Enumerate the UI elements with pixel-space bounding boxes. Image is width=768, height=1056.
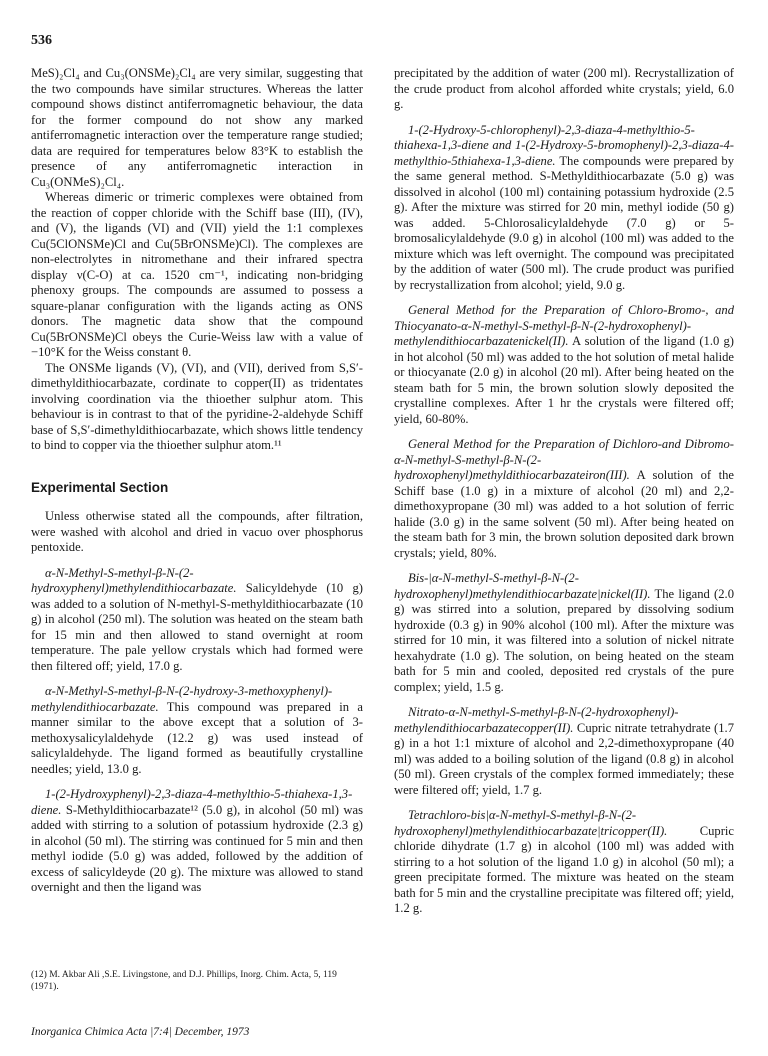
paragraph: MeS)₂Cl₄ and Cu₃(ONSMe)₂Cl₄ are very similar, suggesting that the two compounds have similar structures. Whereas the latter compound shows distinct antiferromagnetic behaviour, the data for the former compound do not show any marked antiferromagnetic interaction over the temperature range studied; data are required for temperatures below 83°K to establish the presence of any antiferromagnetic interaction in Cu₃(ONMeS)₂Cl₄.: [31, 66, 363, 189]
compound-title: Tetrachloro-bis|α-N-methyl-S-methyl-β-N-(2-hydroxophenyl)methylendithiocarbazate|tricopper(II).: [394, 808, 668, 838]
paragraph: The ONSMe ligands (V), (VI), and (VII), derived from S,S′-dimethyldithiocarbazate, cordinate to copper(II) as tridentates involving coordination via the thioether sulphur atom. This behaviour is in contrast to that of the pyridine-2-aldehyde Schiff base of S,S′-dimethyldithiocarbazate, which shows little tendency to bind to copper via the thioether sulphur atom.¹¹: [31, 360, 363, 452]
section-heading: Experimental Section: [31, 479, 169, 495]
paragraph: Unless otherwise stated all the compounds, after filtration, were washed with alcohol and dried in vacuo over phosphorus pentoxide.: [31, 509, 363, 554]
paragraph-body: A solution of the ligand (1.0 g) in hot alcohol (50 ml) was added to the hot solution of metal halide or thiocyanate (2.0 g) in alcohol (20 ml). After being heated on the steam bath for 5 min, the brown solution slowly deposited the crystalline complexes. After 1 hr the crystals were filtered off; yield, 60-80%.: [394, 334, 734, 426]
compound-title: α-N-Methyl-S-methyl-β-N-(2-hydroxyphenyl)methylendithiocarbazate.: [31, 565, 237, 595]
compound-title: Bis-|α-N-methyl-S-methyl-β-N-(2-hydroxophenyl)methylendithiocarbazate|nickel(II).: [394, 571, 651, 601]
paragraph-body: Cupric chloride dihydrate (1.7 g) in alcohol (100 ml) was added with stirring to a hot solution of the ligand 1.0 g) in alcohol (50 ml); a green precipitate formed. The mixture was heated on the steam bath for 5 min and the crystalline precipitate was filtered off; yield, 1.2 g.: [394, 823, 734, 915]
paragraph-body: Cupric nitrate tetrahydrate (1.7 g) in a hot 1:1 mixture of alcohol and 2,2-dimethoxypropane (40 ml) was added to a boiling solution of the ligand (0.8 g) in alcohol (50 ml). Green crystals of the complex formed immediately; these were filtered off; yield, 1.7 g.: [394, 720, 734, 797]
paragraph: precipitated by the addition of water (200 ml). Recrystallization of the crude product from alcohol afforded white crystals; yield, 6.0 g.: [394, 66, 734, 111]
left-column: [31, 66, 363, 896]
compound-title: Nitrato-α-N-methyl-S-methyl-β-N-(2-hydroxophenyl)-methylendithiocarbazatecopper(II).: [394, 705, 679, 735]
paragraph: [394, 437, 734, 561]
paragraph-body: A solution of the Schiff base (1.0 g) in a mixture of alcohol (20 ml) and 2,2-dimethoxypropane (30 ml) was added to a hot solution of ferric halide (3.0 g) in the same solvent (50 ml). After being heated on the steam bath for 3 min, the brown solution deposited dark brown crystals; yield, 80%.: [394, 468, 734, 560]
paragraph: [394, 571, 734, 695]
paragraph: [31, 787, 363, 896]
paragraph: [394, 808, 734, 917]
paragraph-body: S-Methyldithiocarbazate¹² (5.0 g), in alcohol (50 ml) was added with stirring to a solution of potassium hydroxide (2.3 g) in alcohol (50 ml). The stirring was continued for 5 min and then methyl iodide (5.0 g) was added, followed by the addition of excess of salicyldeyde (20 g). The mixture was allowed to stand overnight and then the ligand was: [31, 802, 363, 894]
paragraph-body: The ligand (2.0 g) was stirred into a solution, prepared by dissolving sodium hydroxide (0.3 g) in 90% alcohol (100 ml). After the mixture was stirred for 10 min, it was filtered into a solution of nickel nitrate hexahydrate (1.0 g). The solution, on being heated on the steam bath for 5 min and cooled, deposited red crystals of the pure complex; yield, 1.5 g.: [394, 586, 734, 694]
paragraph: [394, 303, 734, 427]
compound-title: General Method for the Preparation of Chloro-Bromo-, and Thiocyanato-α-N-methyl-S-methyl-β-N-(2-hydroxophenyl)-methylendithiocarbazatenickel(II).: [394, 303, 734, 348]
page-number: 536: [31, 33, 52, 48]
paragraph-body: Salicyldehyde (10 g) was added to a solution of N-methyl-S-methyldithiocarbazate (10 g) in alcohol (250 ml). The solution was heated on the steam bath for 15 min and then allowed to stand overnight at room temperature. The pale yellow crystals which had formed were then filtered off; yield, 17.0 g.: [31, 581, 363, 673]
right-column: [394, 66, 734, 917]
compound-title: 1-(2-Hydroxyphenyl)-2,3-diaza-4-methylthio-5-thiahexa-1,3-diene.: [31, 787, 353, 817]
journal-footer: Inorganica Chimica Acta |7:4| December, 1973: [31, 1026, 250, 1038]
paragraph: [31, 684, 363, 777]
paragraph-body: This compound was prepared in a manner similar to the above except that a solution of 3-methoxysalicylaldehyde (12.2 g) was used instead of salicylaldehyde. The ligand formed as beautifully crystalline needles; yield, 13.0 g.: [31, 699, 363, 776]
paragraph: [394, 705, 734, 798]
compound-title: α-N-Methyl-S-methyl-β-N-(2-hydroxy-3-methoxyphenyl)-methylendithiocarbazate.: [31, 684, 333, 714]
paragraph-body: The compounds were prepared by the same general method. S-Methyldithiocarbazate (5.0 g) was dissolved in alcohol (100 ml) containing potassium hydroxide (2.5 g). After the mixture was stirred for 20 min, methyl iodide (50 g) was added. 5-Chlorosalicylaldehyde (7.0 g) or 5-bromosalicylaldehyde (9.0 g) in alcohol (100 ml) was added to the mixture which was left overnight. The compound was precipitated by the addition of water (500 ml). The crude product was purified by recrystallization from alcohol; yield, 9.0 g.: [394, 153, 734, 292]
paragraph: [394, 123, 734, 294]
paragraph: Whereas dimeric or trimeric complexes were obtained from the reaction of copper chloride with the Schiff base (III), (IV), and (V), the ligands (VI) and (VII) yield the 1:1 complexes Cu(5ClONSMe)Cl and Cu(5BrONSMe)Cl). The complexes are non-electrolytes in nitromethane and their infrared spectra display ν(C-O) at ca. 1520 cm⁻¹, indicating non-bridging phenoxy groups. The compounds are assumed to possess a square-planar configuration with the ligands acting as ONS donors. The magnetic data show that the compound Cu(5BrONSMe)Cl obeys the Curie-Weiss law with a value of −10°K for the Weiss constant θ.: [31, 190, 363, 359]
footnote: (12) M. Akbar Ali ,S.E. Livingstone, and D.J. Phillips, Inorg. Chim. Acta, 5, 119 (1971).: [31, 970, 337, 992]
paragraph: [31, 566, 363, 675]
compound-title: General Method for the Preparation of Dichloro-and Dibromo-α-N-methyl-S-methyl-β-N-(2-hydroxophenyl)methyldithiocarbazateiron(III).: [394, 437, 734, 482]
compound-title: 1-(2-Hydroxy-5-chlorophenyl)-2,3-diaza-4-methylthio-5-thiahexa-1,3-diene and 1-(2-Hydroxy-5-bromophenyl)-2,3-diaza-4-methylthio-5thiahexa-1,3-diene.: [394, 122, 734, 168]
